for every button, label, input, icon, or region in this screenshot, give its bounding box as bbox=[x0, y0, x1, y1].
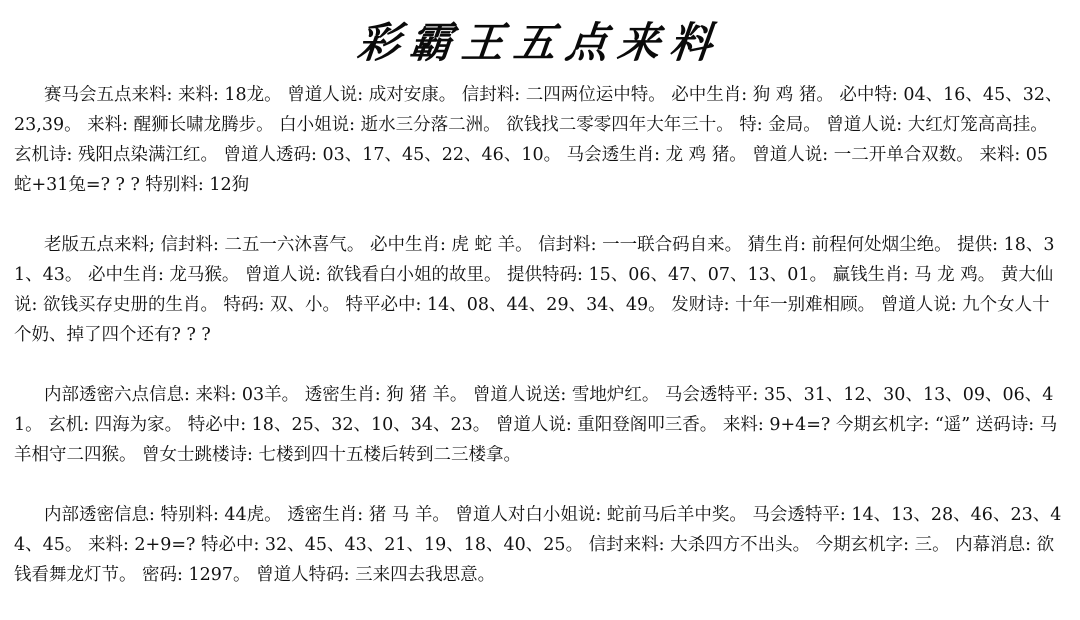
paragraph-saimahui: 赛马会五点来料: 来料: 18龙。 曾道人说: 成对安康。 信封料: 二四两位运中特。 必中生肖: 狗 鸡 猪。 必中特: 04、16、45、32、23,39。 来料: 醒狮长啸龙腾步。 白小姐说: 逝水三分落二洲。 欲钱找二零零四年大年三十。 特: 金局。 曾道人说: 大红灯笼高高挂。 玄机诗: 残阳点染满江红。 曾道人透码: 03、17、45、22、46、10。 马会透生肖: 龙 鸡 猪。 曾道人说: 一二开单合双数。 来料: 05蛇+31兔=? ? ? 特别料: 12狗 bbox=[14, 85, 1063, 195]
article-body bbox=[14, 80, 1064, 620]
page-title: 彩霸王五点来料 bbox=[355, 18, 725, 67]
paragraph-laoban: 老版五点来料; 信封料: 二五一六沐喜气。 必中生肖: 虎 蛇 羊。 信封料: 一一联合码自来。 猜生肖: 前程何处烟尘绝。 提供: 18、31、43。 必中生肖: 龙马猴。 曾道人说: 欲钱看白小姐的故里。 提供特码: 15、06、47、07、13、01。 赢钱生肖: 马 龙 鸡。 黄大仙说: 欲钱买存史册的生肖。 特码: 双、小。 特平必中: 14、08、44、29、34、49。 发财诗: 十年一别难相顾。 曾道人说: 九个女人十个奶、掉了四个还有? ? ? bbox=[14, 235, 1055, 345]
paragraph-neibu-liudian: 内部透密六点信息: 来料: 03羊。 透密生肖: 狗 猪 羊。 曾道人说送: 雪地炉红。 马会透特平: 35、31、12、30、13、09、06、41。 玄机: 四海为家。 特必中: 18、25、32、10、34、23。 曾道人说: 重阳登阁叩三香。 来料: 9+4=? 今期玄机字: “遥” 送码诗: 马羊相守二四猴。 曾女士跳楼诗: 七楼到四十五楼后转到二三楼拿。 bbox=[14, 385, 1058, 465]
paragraph-neibu-xinxi: 内部透密信息: 特别料: 44虎。 透密生肖: 猪 马 羊。 曾道人对白小姐说: 蛇前马后羊中奖。 马会透特平: 14、13、28、46、23、44、45。 来料: 2+9=? 特必中: 32、45、43、21、19、18、40、25。 信封来料: 大杀四方不出头。 今期玄机字: 三。 内幕消息: 欲钱看舞龙灯节。 密码: 1297。 曾道人特码: 三来四去我思意。 bbox=[14, 505, 1062, 585]
